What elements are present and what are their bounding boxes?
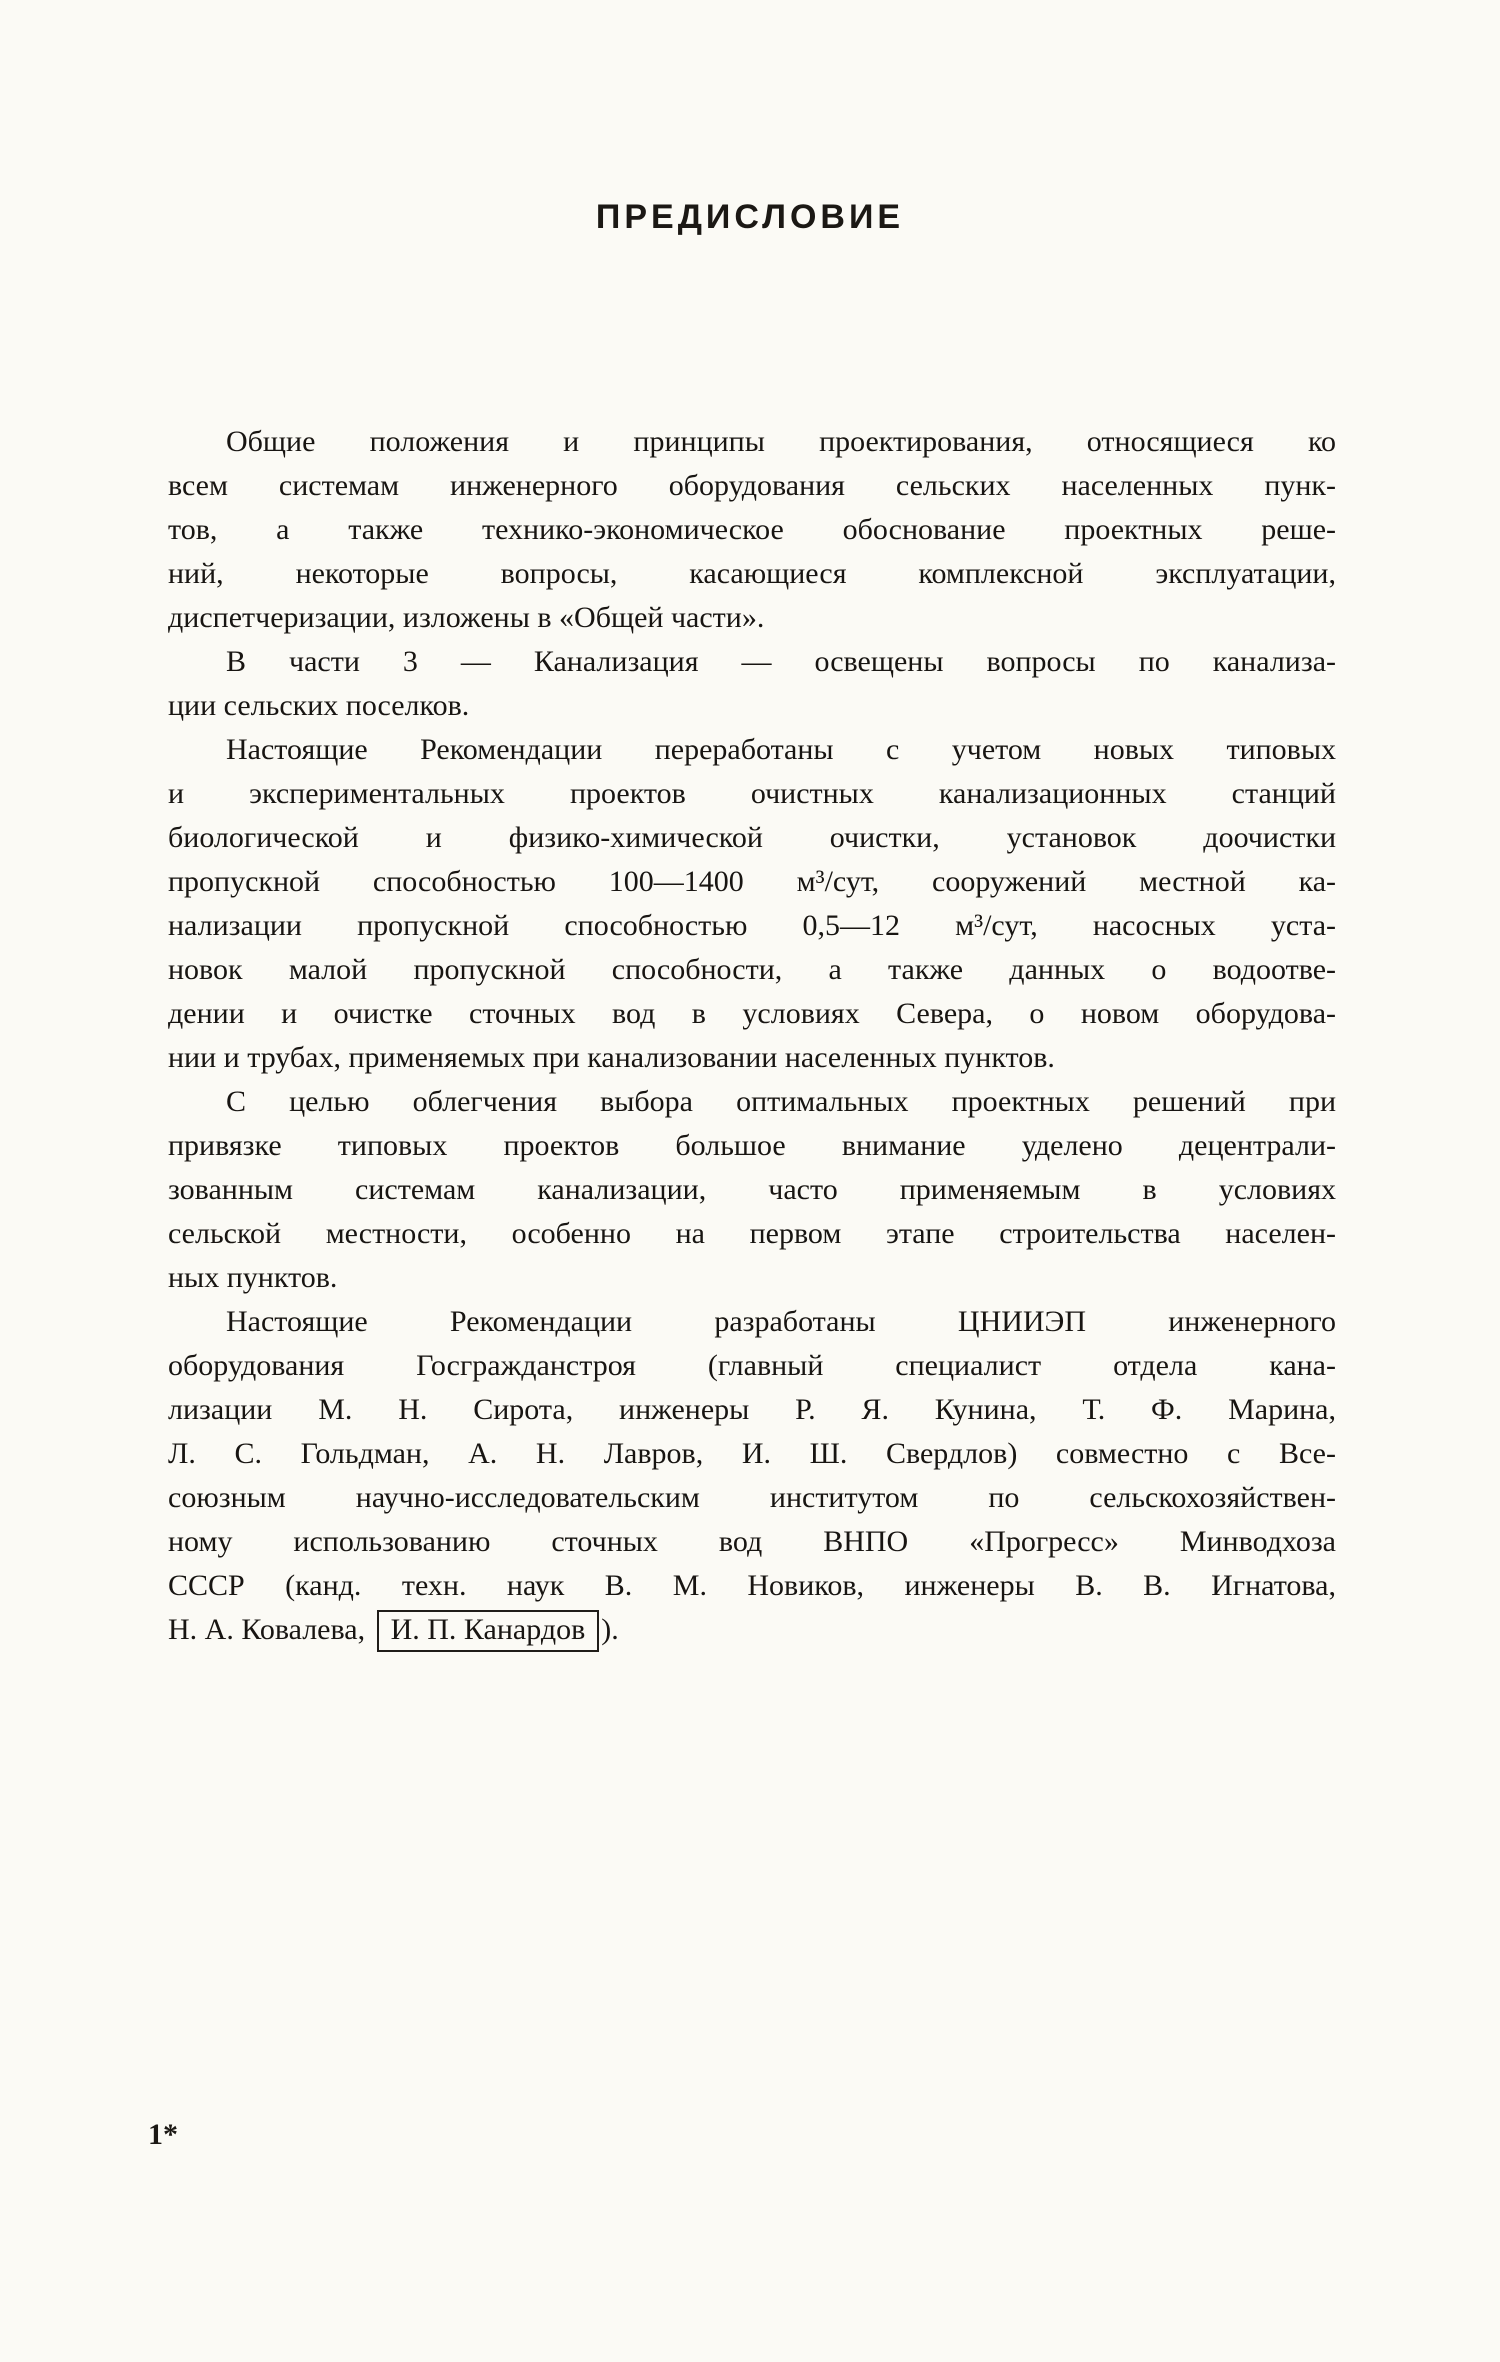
text-line: ний, некоторые вопросы, касающиеся комплексной эксплуатации, xyxy=(168,557,1336,590)
text-line: оборудования Госгражданстроя (главный специалист отдела кана- xyxy=(168,1349,1336,1382)
page-title: ПРЕДИСЛОВИЕ xyxy=(595,198,905,236)
text-line: дении и очистке сточных вод в условиях Севера, о новом оборудова- xyxy=(168,997,1336,1030)
text-line: нализации пропускной способностью 0,5—12 м³/сут, насосных уста- xyxy=(168,909,1336,942)
text-line: биологической и физико-химической очистки, установок доочистки xyxy=(168,821,1336,854)
text-line: пропускной способностью 100—1400 м³/сут, сооружений местной ка- xyxy=(168,865,1336,898)
text-line: ному использованию сточных вод ВНПО «Прогресс» Минводхоза xyxy=(168,1525,1336,1558)
text-line: С целью облегчения выбора оптимальных проектных решений при xyxy=(226,1085,1336,1118)
text-line: и экспериментальных проектов очистных канализационных станций xyxy=(168,777,1336,810)
text-line: лизации М. Н. Сирота, инженеры Р. Я. Кунина, Т. Ф. Марина, xyxy=(168,1393,1336,1426)
text-line: диспетчеризации, изложены в «Общей части». xyxy=(168,601,765,634)
text-line: новок малой пропускной способности, а также данных о водоотве- xyxy=(168,953,1336,986)
text-line: всем системам инженерного оборудования сельских населенных пунк- xyxy=(168,469,1336,502)
text-line: Настоящие Рекомендации разработаны ЦНИИЭП инженерного xyxy=(226,1305,1336,1338)
text-line: сельской местности, особенно на первом этапе строительства населен- xyxy=(168,1217,1336,1250)
text-line: Общие положения и принципы проектирования, относящиеся ко xyxy=(226,425,1336,458)
text-line: нии и трубах, применяемых при канализовании населенных пунктов. xyxy=(168,1041,1055,1074)
text-line: ных пунктов. xyxy=(168,1261,338,1294)
signature-mark: 1* xyxy=(148,2118,178,2151)
text-line: ции сельских поселков. xyxy=(168,689,470,722)
text-line xyxy=(168,1608,1336,1652)
text-line: Л. С. Гольдман, А. Н. Лавров, И. Ш. Свердлов) совместно с Все- xyxy=(168,1437,1336,1470)
text-segment: Н. А. Ковалева, xyxy=(168,1613,373,1646)
text-segment: ). xyxy=(601,1613,619,1646)
text-line: Настоящие Рекомендации переработаны с учетом новых типовых xyxy=(226,733,1336,766)
text-line: зованным системам канализации, часто применяемым в условиях xyxy=(168,1173,1336,1206)
boxed-name: И. П. Канардов xyxy=(377,1610,600,1652)
text-line: союзным научно-исследовательским институтом по сельскохозяйствен- xyxy=(168,1481,1336,1514)
text-line: тов, а также технико-экономическое обоснование проектных реше- xyxy=(168,513,1336,546)
text-line: СССР (канд. техн. наук В. М. Новиков, инженеры В. В. Игнатова, xyxy=(168,1569,1336,1602)
text-line: В части 3 — Канализация — освещены вопросы по канализа- xyxy=(226,645,1336,678)
text-line: привязке типовых проектов большое внимание уделено децентрали- xyxy=(168,1129,1336,1162)
document-body xyxy=(168,420,1336,1652)
